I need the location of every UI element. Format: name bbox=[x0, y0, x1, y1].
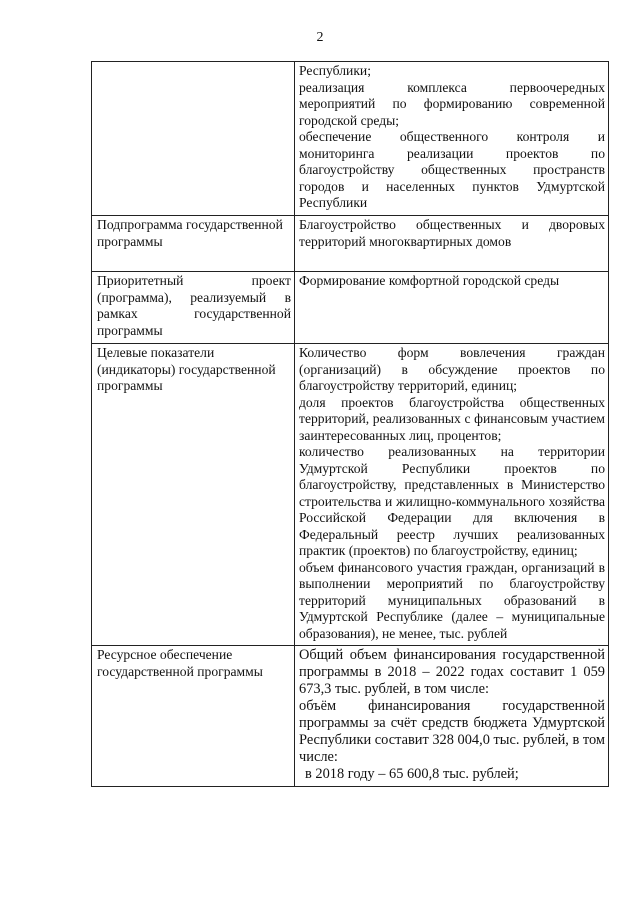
value-paragraph: количество реализованных на территории Удмуртской Республики проектов по благоустройству, представленных в Министерство строительства и жилищно-коммунального хозяйства Российской Федерации для включения в Федеральный реестр лучших реализованных практик (проектов) по благоустройству, единиц; bbox=[299, 444, 605, 558]
row-label-cell bbox=[92, 216, 295, 272]
table-row-resource-provision bbox=[92, 646, 609, 787]
row-label: Приоритетный проект (программа), реализуемый в рамках государственной программы bbox=[97, 273, 291, 338]
table-row-continuation bbox=[92, 62, 609, 216]
row-value-cell bbox=[295, 216, 609, 272]
table-row-priority-project bbox=[92, 272, 609, 344]
value-paragraph: объем финансового участия граждан, организаций в выполнении мероприятий по благоустройству территорий муниципальных образований в Удмуртской Республике (далее – муниципальные образования), не менее, тыс. рублей bbox=[299, 559, 605, 641]
page-number: 2 bbox=[316, 30, 324, 45]
row-label: Ресурсное обеспечение государственной программы bbox=[97, 647, 263, 679]
value-paragraph: доля проектов благоустройства общественных территорий, реализованных с финансовым участием заинтересованных лиц, процентов; bbox=[299, 394, 605, 443]
value-paragraph: реализация комплекса первоочередных мероприятий по формированию современной городской среды; bbox=[299, 79, 605, 128]
value-paragraph: Количество форм вовлечения граждан (организаций) в обсуждение проектов по благоустройству территорий, единиц; bbox=[299, 345, 605, 393]
row-value-cell bbox=[295, 344, 609, 646]
table-row-target-indicators bbox=[92, 344, 609, 646]
row-label-cell bbox=[92, 646, 295, 787]
row-label-cell bbox=[92, 62, 295, 216]
value-paragraph: в 2018 году – 65 600,8 тыс. рублей; bbox=[305, 766, 519, 782]
table-row-subprogram bbox=[92, 216, 609, 272]
program-passport-table bbox=[91, 61, 609, 787]
value-paragraph: объём финансирования государственной программы за счёт средств бюджета Удмуртской Республики составит 328 004,0 тыс. рублей, в том числе: bbox=[299, 698, 606, 765]
row-label: Целевые показатели (индикаторы) государственной программы bbox=[97, 345, 276, 393]
row-label-cell bbox=[92, 272, 295, 344]
row-label-cell bbox=[92, 344, 295, 646]
value-paragraph: Благоустройство общественных и дворовых территорий многоквартирных домов bbox=[299, 217, 605, 249]
row-value-cell bbox=[295, 62, 609, 216]
row-value-cell bbox=[295, 272, 609, 344]
value-paragraph: Формирование комфортной городской среды bbox=[299, 273, 560, 288]
value-paragraph: Общий объем финансирования государственной программы в 2018 – 2022 годах составит 1 059 673,3 тыс. рублей, в том числе: bbox=[299, 647, 605, 697]
row-label: Подпрограмма государственной программы bbox=[97, 217, 283, 249]
value-paragraph: Республики; bbox=[299, 63, 371, 78]
row-value-cell bbox=[295, 646, 609, 787]
value-paragraph: обеспечение общественного контроля и мониторинга реализации проектов по благоустройству общественных пространств городов и населенных пунктов Удмуртской Республики bbox=[299, 129, 605, 210]
